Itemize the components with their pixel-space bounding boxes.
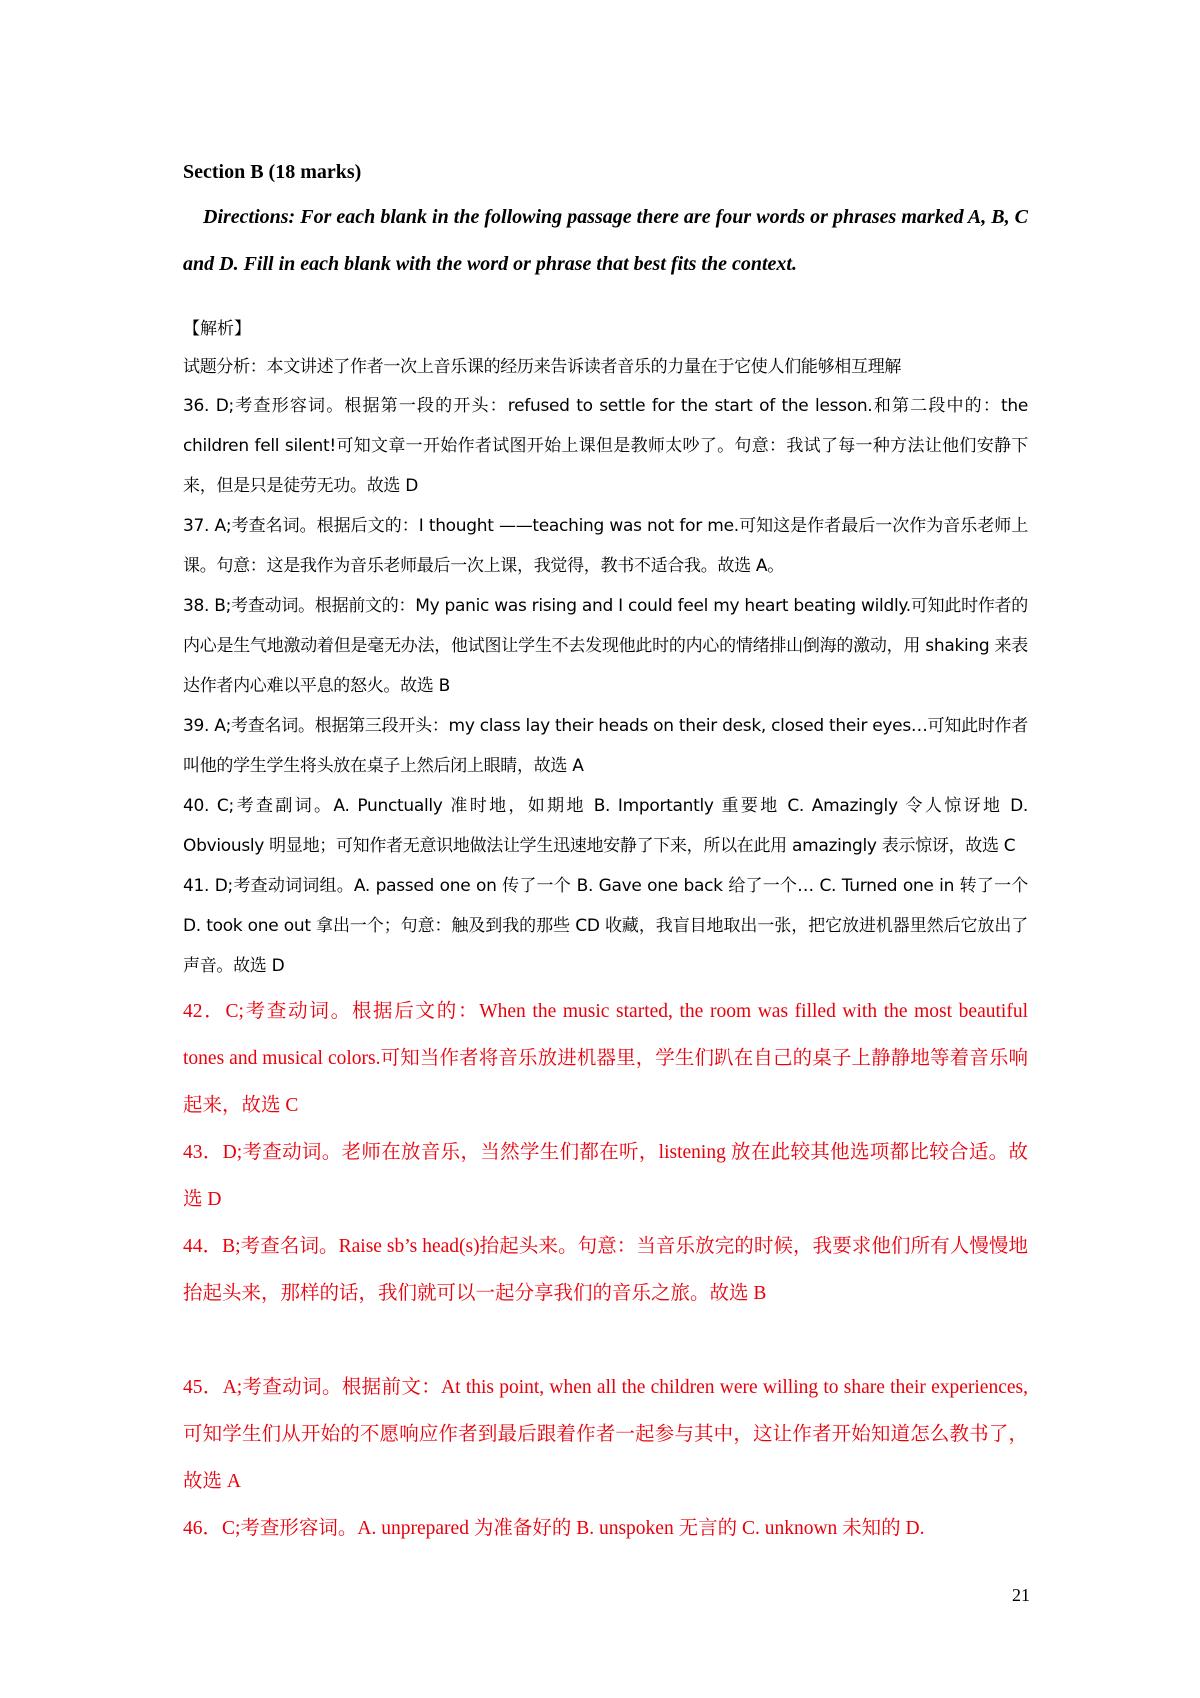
- explanation-item: 38. B;考查动词。根据前文的：My panic was rising and I could feel my heart beating wildly.可知此时作者的内心是生气地激动着但是毫无办法，他试图让学生不去发现他此时的内心的情绪排山倒海的激动，用 shaking 来表达作者内心难以平息的怒火。故选 B: [183, 596, 1028, 696]
- explanation-item: 36. D;考查形容词。根据第一段的开头：refused to settle for the start of the lesson.和第二段中的：the children fell silent!可知文章一开始作者试图开始上课但是教师太吵了。句意：我试了每一种方法让他们安静下来，但是只是徒劳无功。故选 D: [183, 396, 1028, 496]
- directions-text: Directions: For each blank in the following passage there are four words or phrases marked A, B, C and D. Fill in each blank with the word or phrase that best fits the context.: [183, 206, 1028, 275]
- explanation-item-red: 46．C;考查形容词。A. unprepared 为准备好的 B. unspoken 无言的 C. unknown 未知的 D.: [183, 1518, 925, 1539]
- analysis-label: 【解析】: [183, 319, 251, 339]
- page-content: [183, 150, 1028, 1552]
- explanations-red: [183, 988, 1028, 1552]
- explanation-item: 40. C;考查副词。A. Punctually 准时地，如期地 B. Importantly 重要地 C. Amazingly 令人惊讶地 D. Obviously 明显地；可知作者无意识地做法让学生迅速地安静了下来，所以在此用 amazingly 表示惊讶，故选 C: [183, 796, 1028, 856]
- section-title: Section B (18 marks): [183, 161, 362, 183]
- explanation-item: 39. A;考查名词。根据第三段开头：my class lay their heads on their desk, closed their eyes…可知此时作者叫他的学生学生将头放在桌子上然后闭上眼睛，故选 A: [183, 716, 1028, 776]
- page-number: 21: [1012, 1585, 1030, 1605]
- explanation-item-red: 44．B;考查名词。Raise sb’s head(s)抬起头来。句意：当音乐放完的时候，我要求他们所有人慢慢地抬起头来，那样的话，我们就可以一起分享我们的音乐之旅。故选 B: [183, 1236, 1028, 1304]
- passage-analysis: 试题分析：本文讲述了作者一次上音乐课的经历来告诉读者音乐的力量在于它使人们能够相互理解: [183, 357, 902, 377]
- explanation-item-red: 45．A;考查动词。根据前文：At this point, when all the children were willing to share their experiences,可知学生们从开始的不愿响应作者到最后跟着作者一起参与其中，这让作者开始知道怎么教书了，故选 A: [183, 1377, 1028, 1492]
- explanations-black: [183, 348, 1028, 986]
- explanation-item: 37. A;考查名词。根据后文的：I thought ——teaching was not for me.可知这是作者最后一次作为音乐老师上课。句意：这是我作为音乐老师最后一次上课，我觉得，教书不适合我。故选 A。: [183, 516, 1028, 576]
- explanation-item: 41. D;考查动词词组。A. passed one on 传了一个 B. Gave one back 给了一个… C. Turned one in 转了一个 D. took one out 拿出一个；句意：触及到我的那些 CD 收藏，我盲目地取出一张，把它放进机器里然后它放出了声音。故选 D: [183, 876, 1028, 976]
- explanation-item-red: 42．C;考查动词。根据后文的：When the music started, the room was filled with the most beautiful tones and musical colors.可知当作者将音乐放进机器里，学生们趴在自己的桌子上静静地等着音乐响起来，故选 C: [183, 1001, 1028, 1116]
- explanation-item-red: 43．D;考查动词。老师在放音乐，当然学生们都在听，listening 放在此较其他选项都比较合适。故选 D: [183, 1142, 1028, 1210]
